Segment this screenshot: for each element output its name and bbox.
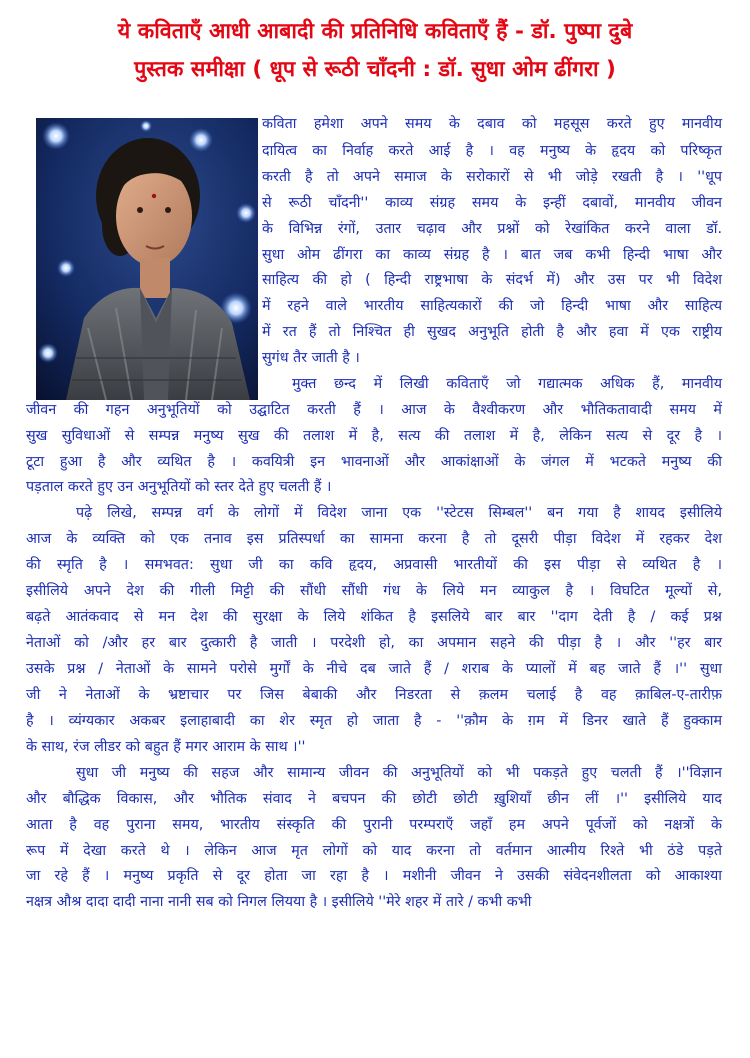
text-line: बढ़ते आतंकवाद से मन देश की सुरक्षा के लिये शंकित है इसलिये बार बार ''दाग देती है / कई प्रश्न <box>26 609 722 625</box>
text-line: में रत हैं तो निश्चित ही सुखद अनुभूति होती है और हवा में एक राष्ट्रीय <box>262 324 722 340</box>
text-line: जी ने नेताओं के भ्रष्टाचार पर जिस बेबाकी और निडरता से क़लम चलाई है वह क़ाबिल-ए-तारीफ़ <box>26 687 722 703</box>
text-line: जीवन की गहन अनुभूतियों को उद्घाटित करती हैं । आज के वैश्वीकरण और भौतिकतावादी समय में <box>26 402 722 418</box>
text-line: दायित्व का निर्वाह करते आई है । वह मनुष्य के हृदय को परिष्कृत <box>262 143 722 159</box>
text-line: आता है वह पुराना समय, भारतीय संस्कृति की पुरानी परम्पराएँ जहाँ हम अपने पूर्वजों को नक्षत्रों के <box>26 817 722 833</box>
text-line: टूटा हुआ है और व्यथित है । कवयित्री इन भावनाओं और आकांक्षाओं के जंगल में भटकते मनुष्य की <box>26 454 722 470</box>
author-photo <box>36 118 258 400</box>
text-line: करती है तो अपने समाज के सरोकारों से भी जोड़े रखती है । ''धूप <box>262 169 722 185</box>
text-line: सुगंध तैर जाती है । <box>262 350 360 366</box>
text-line: इसीलिये अपने देश की गीली मिट्टी की सौंधी सौंधी गंध के लिये मन व्याकुल है । विघटित मूल्यों से, <box>26 583 722 599</box>
text-line: की स्मृति है । समभवत: सुधा जी का कवि हृदय, अप्रवासी भारतीयों की इस पीड़ा से व्यथित है । <box>26 557 722 573</box>
text-line: सुधा ओम ढींगरा का काव्य संग्रह है । बात जब कभी हिन्दी भाषा और <box>262 247 722 263</box>
text-line: रूप में देखा करते थे । लेकिन आज मृत लोगों को याद करना तो वर्तमान आत्मीय रिश्ते भी ठंडे पड़ते <box>26 843 722 859</box>
text-line: से रूठी चाँदनी'' काव्य संग्रह समय के इन्हीं दबावों, मानवीय जीवन <box>262 195 722 211</box>
text-line: आज के व्यक्ति को एक तनाव इस प्रतिस्पर्धा का सामना करना है तो दूसरी पीड़ा विदेश में रहकर देश <box>26 531 722 547</box>
text-line: कविता हमेशा अपने समय के दबाव को महसूस करते हुए मानवीय <box>262 116 722 132</box>
text-line: पड़ताल करते हुए उन अनुभूतियों को स्तर देते हुए चलती हैं । <box>26 479 332 495</box>
text-line: जा रहे हैं । मनुष्य प्रकृति से दूर होता जा रहा है । मशीनी जीवन ने उसकी संवेदनशीलता को आकाश्या <box>26 868 722 884</box>
text-line: सुधा जी मनुष्य की सहज और सामान्य जीवन की अनुभूतियों को भी पकड़ते हुए चलती हैं ।''विज्ञान <box>76 765 722 781</box>
text-line: पढ़े लिखे, सम्पन्न वर्ग के लोगों में विदेश जाना एक ''स्टेटस सिम्बल'' बन गया है शायद इसीलिये <box>76 505 722 521</box>
text-line: मुक्त छन्द में लिखी कविताएँ जो गद्यात्मक अधिक हैं, मानवीय <box>292 376 722 392</box>
text-line: है । व्यंग्यकार अकबर इलाहाबादी का शेर स्मृत हो जाता है - ''क़ौम के ग़म में डिनर खाते हैं हुक्काम <box>26 713 722 729</box>
text-line: सुख सुविधाओं से सम्पन्न मनुष्य सुख की तलाश में है, सत्य की तलाश में है, लेकिन सत्य से दूर है । <box>26 428 722 444</box>
page-subtitle: पुस्तक समीक्षा ( धूप से रूठी चाँदनी : डॉ. सुधा ओम ढींगरा ) <box>134 57 616 82</box>
page-title: ये कविताएँ आधी आबादी की प्रतिनिधि कविताएँ हैं - डॉ. पुष्पा दुबे <box>117 19 633 44</box>
text-line: नक्षत्र औश्र दादा दादी नाना नानी सब को निगल लियया है । इसीलिये ''मेरे शहर में तारे / कभी कभी <box>26 894 532 910</box>
text-line: साहित्य की हो ( हिन्दी राष्ट्रभाषा के संदर्भ में) और उस पर भी विदेश <box>262 272 722 288</box>
text-line: नेताओं को /और हर बार दुत्कारी है जाती । परदेशी हो, का अपमान सहने की पीड़ा है । और ''हर बार <box>26 635 722 651</box>
text-line: के साथ, रंज लीडर को बहुत हैं मगर आराम के साथ ।'' <box>26 739 306 755</box>
text-line: उसके प्रश्न / नेताओं के सामने परोसे मुर्गों के नीचे दब जाते हैं / शराब के प्यालों में बह जाते हैं ।'' सुधा <box>26 661 722 677</box>
text-line: में रहने वाले भारतीय साहित्यकारों की जो हिन्दी भाषा और साहित्य <box>262 298 722 314</box>
text-line: के विभिन्न रंगों, उतार चढ़ाव और प्रश्नों को रेखांकित करने वाला डॉ. <box>262 221 722 237</box>
text-line: और बौद्धिक विकास, और भौतिक संवाद ने बचपन की छोटी छोटी ख़ुशियाँ छीन लीं ।'' इसीलिये याद <box>26 791 722 807</box>
